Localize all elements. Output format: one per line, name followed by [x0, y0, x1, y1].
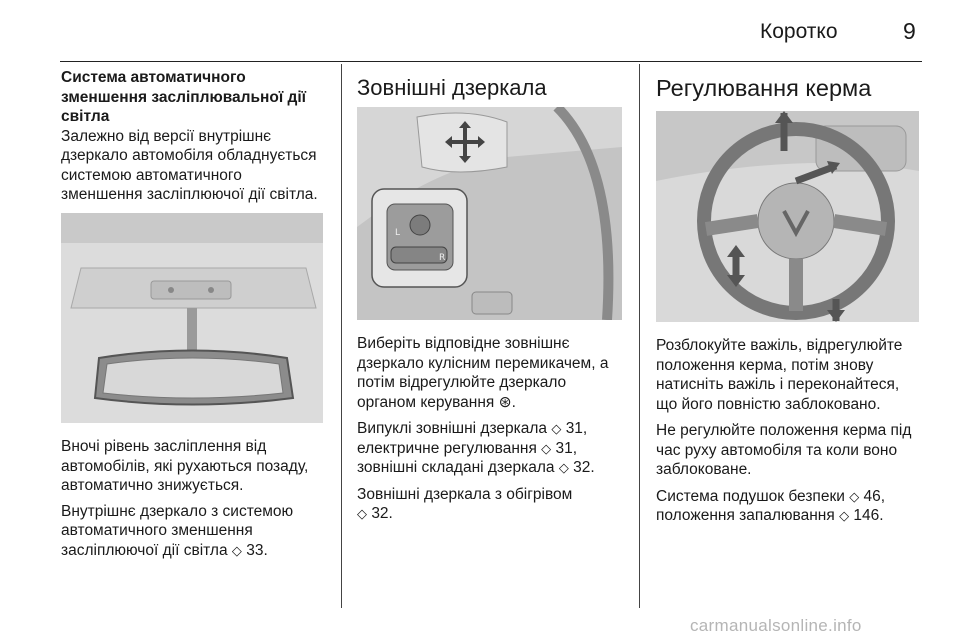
page-ref-icon: ◇	[849, 488, 860, 504]
steering-wheel-illustration	[656, 111, 919, 322]
watermark: carmanualsonline.info	[690, 616, 862, 635]
page-ref-icon: ◇	[839, 508, 850, 523]
airbag-references: Система подушок безпеки ◇ 46, положення запалювання ◇ 146.	[656, 487, 886, 524]
section-heading-steering-adjust: Регулювання керма	[656, 75, 872, 101]
column-divider	[341, 64, 342, 608]
page-ref-icon: ◇	[357, 506, 367, 521]
rearview-mirror-illustration	[61, 213, 323, 423]
exterior-mirror-control-illustration	[357, 107, 622, 320]
page-title: Коротко	[760, 20, 838, 43]
column-2	[357, 74, 632, 102]
page-ref-icon: ◇	[231, 542, 242, 558]
unlock-lever-paragraph: Розблокуйте важіль, відрегулюйте положення керма, потім знову натисніть важіль і переконайтеся, що його повністю заблоковано.	[656, 337, 903, 413]
column-3	[656, 74, 946, 102]
intro-paragraph: Залежно від версії внутрішнє дзеркало автомобіля обладнується системою автоматичного зменшення засліплюючої дії світла.	[61, 127, 318, 203]
column-1	[61, 68, 333, 205]
page-ref-icon: ◇	[541, 440, 552, 456]
column-2-lower	[357, 334, 632, 524]
select-mirror-paragraph: Виберіть відповідне зовнішнє дзеркало кулісним перемикачем, а потім відрегулюйте дзеркало органом керування ⊛.	[357, 335, 609, 411]
mirror-control-icon: ⊛	[498, 393, 512, 411]
page-ref-icon: ◇	[558, 460, 569, 475]
svg-text:L: L	[395, 228, 401, 238]
section-heading-exterior-mirrors: Зовнішні дзеркала	[357, 75, 547, 100]
svg-text:R: R	[439, 253, 446, 263]
page-ref-icon: ◇	[551, 421, 562, 436]
column-divider	[639, 64, 640, 608]
warning-paragraph: Не регулюйте положення керма під час руху автомобіля та коли воно заблоковане.	[656, 422, 912, 478]
column-3-lower	[656, 336, 946, 526]
section-heading-auto-dimming: Система автоматичного зменшення засліплювальної дії світла	[61, 69, 307, 125]
page-number: 9	[903, 18, 916, 44]
night-paragraph: Вночі рівень засліплення від автомобілів, які рухаються позаду, автоматично знижується.	[61, 438, 309, 494]
heated-mirror-reference: Зовнішні дзеркала з обігрівом ◇ 32.	[357, 485, 573, 522]
header-rule	[60, 61, 922, 62]
mirror-references: Випуклі зовнішні дзеркала ◇ 31, електричне регулювання ◇ 31, зовнішні складані дзеркала ◇ 32.	[357, 420, 595, 476]
inner-mirror-reference: Внутрішнє дзеркало з системою автоматичного зменшення засліплюючої дії світла ◇ 33.	[61, 502, 294, 559]
column-1-lower	[61, 437, 333, 560]
